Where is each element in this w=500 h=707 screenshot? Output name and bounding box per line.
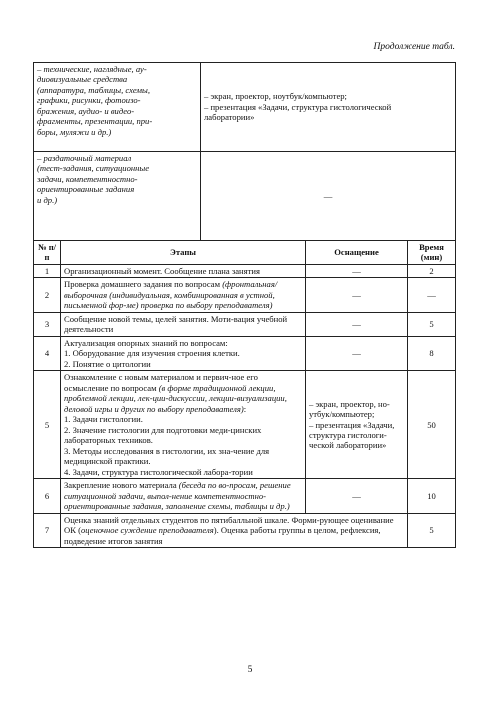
time-cell: 2 — [408, 264, 456, 277]
stage-text: Сообщение новой темы, целей занятия. Моти-вация учебной деятельности — [64, 313, 288, 335]
equipment-cell — [306, 312, 408, 336]
row-number: 1 — [34, 264, 61, 277]
header-time-2: (мин) — [420, 252, 443, 263]
top-right-cell-2 — [201, 152, 456, 241]
header-num: № п/п — [34, 241, 61, 265]
stage-text: 3. Методы исследования в гистологии, их зна-чение для медицинской практики. — [64, 445, 270, 467]
equipment-cell — [306, 278, 408, 312]
table-row — [34, 371, 456, 479]
equipment-text: – презентация «Задачи, структура гистологи-ческой лаборатории» — [309, 419, 395, 451]
resource-type-line: – технические, наглядные, ау- — [37, 64, 147, 74]
resource-type-line: и др.) — [37, 194, 58, 205]
continuation-label: Продолжение табл. — [373, 42, 455, 52]
header-time — [408, 241, 456, 265]
header-stage: Этапы — [61, 241, 306, 265]
resource-type-line: задачи, компетентностно- — [37, 173, 138, 184]
top-left-cell-2 — [34, 152, 201, 241]
stage-text: 1. Оборудование для изучения строения клетки. — [64, 348, 240, 359]
resource-type-line: – раздаточный материал — [37, 153, 132, 163]
table-row — [34, 264, 456, 277]
equipment-cell — [306, 479, 408, 513]
top-right-cell-1 — [201, 63, 456, 152]
stage-cell — [61, 264, 306, 277]
resource-type-line: (тест-задания, ситуационные — [37, 163, 150, 174]
stage-text: Закрепление нового материала — [64, 480, 179, 491]
row-number: 5 — [34, 371, 61, 479]
stage-cell — [61, 278, 306, 312]
stage-cell — [61, 336, 306, 370]
table-row — [34, 278, 456, 312]
stage-text: (в форме традиционной лекции, проблемной лекции, лек-ции-дискуссии, лекции-визуализации, деловой игры и других по выбору преподавателя) — [64, 382, 287, 414]
table-row — [34, 312, 456, 336]
resource-type-line: боры, муляжи и др.) — [37, 126, 112, 137]
stage-text: ). Оценка работы группы в целом, рефлексия, подведение итогов занятия — [64, 525, 381, 546]
stage-text: Актуализация опорных знаний по вопросам: — [64, 337, 228, 348]
stage-text: Оценка знаний отдельных студентов по пятибалльной шкале. Форми-рующее оценивание ОК ( — [64, 514, 394, 536]
row-number: 4 — [34, 336, 61, 370]
row-number: 7 — [34, 513, 61, 547]
stage-text: оценочное суждение преподавателя — [80, 525, 214, 536]
stage-cell — [61, 312, 306, 336]
stage-text: Организационный момент. Сообщение плана занятия — [64, 265, 260, 276]
page-number: 5 — [247, 665, 253, 675]
time-cell: — — [408, 278, 456, 312]
stage-text: : — [243, 403, 247, 414]
stage-cell — [61, 479, 306, 513]
resource-equipment-line: – экран, проектор, ноутбук/компьютер; — [204, 91, 347, 102]
stage-text: 2. Понятие о цитологии — [64, 358, 151, 369]
resource-type-line: фрагменты, презентации, при- — [37, 116, 153, 127]
time-cell: 8 — [408, 336, 456, 370]
equipment-text: – экран, проектор, но-утбук/компьютер; — [309, 398, 390, 420]
top-left-cell-1 — [34, 63, 201, 152]
equipment-text: — — [352, 289, 361, 300]
table-row — [34, 336, 456, 370]
equipment-text: — — [352, 319, 361, 330]
top-table — [33, 62, 456, 241]
equipment-text: — — [352, 348, 361, 359]
table-row — [34, 63, 456, 152]
table-row — [34, 152, 456, 241]
time-cell: 50 — [408, 371, 456, 479]
stage-text: (беседа по во-просам, решение ситуационной задачи, выпол-нение компетентностно-ориентированные задания, заполнение схемы, таблицы и др.) — [64, 480, 291, 512]
resource-type-line: (аппаратура, таблицы, схемы, — [37, 84, 150, 95]
stage-cell — [61, 513, 408, 547]
stages-table — [33, 240, 456, 548]
equipment-text: — — [352, 265, 361, 276]
header-equipment: Оснащение — [306, 241, 408, 265]
equipment-cell — [306, 336, 408, 370]
stage-text: 4. Задачи, структура гистологической лабора-тории — [64, 466, 253, 477]
resource-type-line: графики, рисунки, фотоизо- — [37, 95, 141, 106]
resource-type-line: бражения, аудио- и видео- — [37, 105, 135, 116]
resource-type-line: ориентированные задания — [37, 184, 135, 195]
stage-text: 1. Задачи гистологии. — [64, 414, 143, 425]
row-number: 3 — [34, 312, 61, 336]
time-cell: 5 — [408, 513, 456, 547]
resource-equipment-line: – презентация «Задачи, структура гистологической — [204, 101, 392, 112]
row-number: 2 — [34, 278, 61, 312]
resource-equipment-line: — — [323, 190, 333, 201]
stage-cell — [61, 371, 306, 479]
stage-text: Ознакомление с новым материалом и первич-ное его осмысление по вопросам — [64, 372, 258, 393]
row-number: 6 — [34, 479, 61, 513]
time-cell: 5 — [408, 312, 456, 336]
resource-equipment-line: лаборатории» — [204, 112, 255, 123]
header-time-1: Время — [419, 242, 444, 252]
equipment-cell — [306, 371, 408, 479]
table-row — [34, 513, 456, 547]
header-row — [34, 241, 456, 265]
stage-text: (фронтальная/выборочная (индивидуальная, комбинированная в устной, письменной фор-ме) проверка по выбору преподавателя) — [64, 279, 278, 311]
time-cell: 10 — [408, 479, 456, 513]
equipment-cell — [306, 264, 408, 277]
equipment-text: — — [352, 490, 361, 501]
stage-text: Проверка домашнего задания по вопросам — [64, 279, 223, 290]
table-row — [34, 479, 456, 513]
resource-type-line: диовизуальные средства — [37, 74, 128, 85]
stage-text: 2. Значение гистологии для подготовки меди-цинских лабораторных техников. — [64, 424, 262, 446]
